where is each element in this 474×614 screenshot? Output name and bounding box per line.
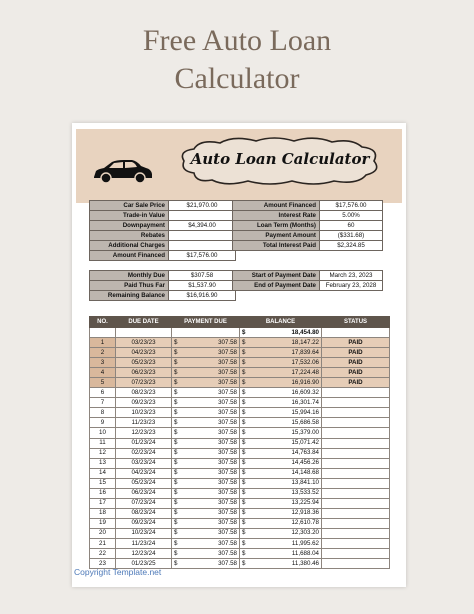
info-value: $17,576.00 (169, 251, 236, 261)
info-value (169, 211, 236, 221)
currency-symbol: $ (242, 479, 246, 487)
sheet-title: Auto Loan Calculator (190, 150, 370, 168)
status-badge (322, 388, 390, 398)
table-row (90, 418, 390, 428)
due-date: 06/23/23 (116, 368, 172, 378)
car-icon (90, 157, 154, 185)
info-value: $1,537.90 (169, 281, 236, 291)
currency-symbol: $ (174, 388, 178, 396)
balance: 12,303.20 (291, 529, 319, 537)
loan-summary-table (232, 200, 383, 251)
balance-cell (240, 559, 322, 569)
balance-cell (240, 398, 322, 408)
payment-due: 307.58 (218, 479, 237, 487)
info-label: Rebates (90, 231, 169, 241)
status-badge: PAID (322, 338, 390, 348)
currency-symbol: $ (242, 348, 246, 356)
info-label: Remaining Balance (90, 291, 169, 301)
table-row (90, 338, 390, 348)
payment-number: 21 (90, 538, 116, 548)
table-row (90, 458, 390, 468)
due-date: 06/23/24 (116, 488, 172, 498)
payment-number: 17 (90, 498, 116, 508)
payment-number: 4 (90, 368, 116, 378)
table-row (90, 438, 390, 448)
payment-due-cell (172, 498, 240, 508)
info-label: Paid Thus Far (90, 281, 169, 291)
balance: 13,225.94 (291, 499, 319, 507)
currency-symbol: $ (242, 529, 246, 537)
currency-symbol: $ (174, 529, 178, 537)
info-label: Car Sale Price (90, 201, 169, 211)
currency-symbol: $ (174, 348, 178, 356)
payment-number: 16 (90, 488, 116, 498)
balance-cell (240, 438, 322, 448)
currency-symbol: $ (242, 408, 246, 416)
info-value: $21,970.00 (169, 201, 236, 211)
balance-cell (240, 508, 322, 518)
table-row (90, 378, 390, 388)
currency-symbol: $ (174, 539, 178, 547)
table-row (90, 488, 390, 498)
info-row (90, 211, 236, 221)
header-payment-due: PAYMENT DUE (172, 317, 240, 328)
balance: 17,839.64 (291, 348, 319, 356)
payment-number: 8 (90, 408, 116, 418)
payment-due-cell (172, 358, 240, 368)
table-row (90, 428, 390, 438)
title-cloud (174, 135, 386, 189)
payment-due-cell (172, 428, 240, 438)
due-date: 08/23/24 (116, 508, 172, 518)
info-label: Loan Term (Months) (233, 221, 320, 231)
status-badge (322, 518, 390, 528)
currency-symbol: $ (174, 519, 178, 527)
payment-number: 12 (90, 448, 116, 458)
info-value: $16,916.90 (169, 291, 236, 301)
info-label: Payment Amount (233, 231, 320, 241)
due-date: 02/23/24 (116, 448, 172, 458)
balance: 11,380.46 (291, 559, 319, 567)
balance: 12,918.36 (291, 509, 319, 517)
balance-cell (240, 368, 322, 378)
currency-symbol: $ (242, 519, 246, 527)
payment-number: 11 (90, 438, 116, 448)
currency-symbol: $ (174, 358, 178, 366)
info-label: Downpayment (90, 221, 169, 231)
currency-symbol: $ (174, 559, 178, 567)
payment-due-cell (172, 508, 240, 518)
balance-cell (240, 358, 322, 368)
payment-number: 20 (90, 528, 116, 538)
balance: 17,224.48 (291, 368, 319, 376)
payment-number: 13 (90, 458, 116, 468)
payment-number: 2 (90, 348, 116, 358)
payment-due-cell (172, 448, 240, 458)
payment-number: 18 (90, 508, 116, 518)
payment-due: 307.58 (218, 509, 237, 517)
due-date: 07/23/23 (116, 378, 172, 388)
status-badge (322, 538, 390, 548)
info-label: Additional Charges (90, 241, 169, 251)
table-row (90, 508, 390, 518)
payment-dates-table (232, 270, 383, 291)
balance: 15,686.58 (291, 418, 319, 426)
currency-symbol: $ (174, 449, 178, 457)
balance-cell (240, 338, 322, 348)
status-badge (322, 418, 390, 428)
currency-symbol: $ (174, 469, 178, 477)
header-due-date: DUE DATE (116, 317, 172, 328)
payment-due: 307.58 (218, 398, 237, 406)
header-balance: BALANCE (240, 317, 322, 328)
balance: 13,533.52 (291, 489, 319, 497)
payment-due: 307.58 (218, 408, 237, 416)
info-row (90, 251, 236, 261)
payment-number: 6 (90, 388, 116, 398)
info-label: Monthly Due (90, 271, 169, 281)
info-value: 60 (320, 221, 383, 231)
payment-due-cell (172, 538, 240, 548)
balance: 15,071.42 (291, 439, 319, 447)
currency-symbol: $ (242, 459, 246, 467)
table-row (90, 549, 390, 559)
payment-due: 307.58 (218, 338, 237, 346)
currency-symbol: $ (242, 368, 246, 376)
due-date: 11/23/23 (116, 418, 172, 428)
starting-balance: 18,454.80 (291, 328, 319, 336)
currency-symbol: $ (174, 378, 178, 386)
payment-number: 5 (90, 378, 116, 388)
balance: 13,841.10 (291, 479, 319, 487)
due-date: 08/23/23 (116, 388, 172, 398)
info-row (90, 201, 236, 211)
table-row (90, 358, 390, 368)
balance: 18,147.22 (291, 338, 319, 346)
header-status: STATUS (322, 317, 390, 328)
payment-due: 307.58 (218, 519, 237, 527)
due-date: 09/23/24 (116, 518, 172, 528)
payment-due: 307.58 (218, 439, 237, 447)
currency-symbol: $ (174, 479, 178, 487)
table-row (90, 498, 390, 508)
payment-due: 307.58 (218, 358, 237, 366)
balance: 16,916.90 (291, 378, 319, 386)
payment-due: 307.58 (218, 489, 237, 497)
status-badge (322, 478, 390, 488)
payment-due-cell (172, 458, 240, 468)
info-value: $4,394.00 (169, 221, 236, 231)
table-row (90, 538, 390, 548)
payment-due-cell (172, 488, 240, 498)
balance-cell (240, 378, 322, 388)
payment-due-cell (172, 368, 240, 378)
balance-cell (240, 549, 322, 559)
info-row (90, 281, 236, 291)
page-title: Free Auto Loan Calculator (142, 24, 332, 95)
due-date: 01/23/24 (116, 438, 172, 448)
status-badge (322, 448, 390, 458)
balance: 15,994.16 (291, 408, 319, 416)
info-value (169, 231, 236, 241)
status-badge: PAID (322, 368, 390, 378)
currency-symbol: $ (174, 509, 178, 517)
balance-cell (240, 428, 322, 438)
info-value: $2,324.85 (320, 241, 383, 251)
status-badge: PAID (322, 358, 390, 368)
payment-due: 307.58 (218, 539, 237, 547)
status-badge (322, 458, 390, 468)
info-value: February 23, 2028 (320, 281, 383, 291)
table-row (90, 478, 390, 488)
payment-due: 307.58 (218, 418, 237, 426)
payment-due-cell (172, 348, 240, 358)
due-date: 10/23/23 (116, 408, 172, 418)
payment-due: 307.58 (218, 499, 237, 507)
currency-symbol: $ (242, 358, 246, 366)
payment-number: 9 (90, 418, 116, 428)
status-badge (322, 488, 390, 498)
due-date: 01/23/25 (116, 559, 172, 569)
balance-cell (240, 488, 322, 498)
table-row (90, 348, 390, 358)
payment-number: 19 (90, 518, 116, 528)
payment-due: 307.58 (218, 388, 237, 396)
info-value: $307.58 (169, 271, 236, 281)
info-row (90, 271, 236, 281)
due-date: 03/23/24 (116, 458, 172, 468)
currency-symbol: $ (174, 398, 178, 406)
table-row (90, 398, 390, 408)
payment-due-cell (172, 338, 240, 348)
currency-symbol: $ (242, 509, 246, 517)
currency-symbol: $ (174, 489, 178, 497)
balance-cell (240, 478, 322, 488)
balance: 17,532.06 (291, 358, 319, 366)
status-badge (322, 428, 390, 438)
balance-cell (240, 518, 322, 528)
currency-symbol: $ (242, 449, 246, 457)
balance-cell (240, 408, 322, 418)
table-row (90, 518, 390, 528)
currency-symbol: $ (174, 549, 178, 557)
balance: 11,688.04 (291, 549, 319, 557)
currency-symbol: $ (174, 428, 178, 436)
payment-due: 307.58 (218, 559, 237, 567)
table-row (90, 408, 390, 418)
due-date: 04/23/24 (116, 468, 172, 478)
currency-symbol: $ (174, 338, 178, 346)
currency-symbol: $ (242, 499, 246, 507)
due-date: 05/23/24 (116, 478, 172, 488)
due-date: 05/23/23 (116, 358, 172, 368)
balance-cell (240, 528, 322, 538)
payment-due-cell (172, 528, 240, 538)
due-date: 09/23/23 (116, 398, 172, 408)
payment-due-cell (172, 438, 240, 448)
currency-symbol: $ (174, 408, 178, 416)
info-row (233, 221, 383, 231)
table-row (90, 388, 390, 398)
currency-symbol: $ (174, 439, 178, 447)
calculator-sheet (72, 123, 406, 587)
payment-due-cell (172, 559, 240, 569)
payment-number: 14 (90, 468, 116, 478)
balance-cell (240, 458, 322, 468)
payment-due: 307.58 (218, 378, 237, 386)
table-row (90, 468, 390, 478)
currency-symbol: $ (242, 338, 246, 346)
payment-status-table (89, 270, 236, 301)
info-label: Interest Rate (233, 211, 320, 221)
info-value (169, 241, 236, 251)
currency-symbol: $ (174, 459, 178, 467)
payment-due: 307.58 (218, 428, 237, 436)
info-value: ($331.68) (320, 231, 383, 241)
status-badge (322, 438, 390, 448)
balance-cell (240, 388, 322, 398)
currency-symbol: $ (242, 439, 246, 447)
payment-due-cell (172, 468, 240, 478)
header-no: NO. (90, 317, 116, 328)
payment-due: 307.58 (218, 549, 237, 557)
info-row (233, 201, 383, 211)
currency-symbol: $ (242, 388, 246, 396)
balance: 16,609.32 (291, 388, 319, 396)
info-row (233, 271, 383, 281)
currency-symbol: $ (242, 418, 246, 426)
payment-number: 7 (90, 398, 116, 408)
info-row (90, 221, 236, 231)
info-label: Start of Payment Date (233, 271, 320, 281)
title-banner (76, 129, 402, 203)
payment-due-cell (172, 518, 240, 528)
currency-symbol: $ (242, 539, 246, 547)
payment-due-cell (172, 478, 240, 488)
status-badge (322, 559, 390, 569)
status-badge: PAID (322, 348, 390, 358)
payment-due-cell (172, 388, 240, 398)
balance: 16,301.74 (291, 398, 319, 406)
status-badge: PAID (322, 378, 390, 388)
info-label: Amount Financed (233, 201, 320, 211)
payment-due-cell (172, 408, 240, 418)
due-date: 07/23/24 (116, 498, 172, 508)
balance-cell (240, 418, 322, 428)
status-badge (322, 398, 390, 408)
info-row (233, 231, 383, 241)
balance: 15,379.00 (291, 428, 319, 436)
payment-due: 307.58 (218, 348, 237, 356)
info-value: 5.00% (320, 211, 383, 221)
info-row (90, 241, 236, 251)
balance: 12,610.78 (291, 519, 319, 527)
payment-due: 307.58 (218, 459, 237, 467)
payment-due: 307.58 (218, 449, 237, 457)
info-row (233, 281, 383, 291)
currency-symbol: $ (174, 368, 178, 376)
info-label: Amount Financed (90, 251, 169, 261)
balance-cell (240, 498, 322, 508)
payment-due-cell (172, 378, 240, 388)
currency-symbol: $ (174, 499, 178, 507)
currency-symbol: $ (242, 559, 246, 567)
currency-symbol: $ (242, 378, 246, 386)
due-date: 03/23/23 (116, 338, 172, 348)
loan-details-table (89, 200, 236, 261)
payment-number: 23 (90, 559, 116, 569)
payment-due: 307.58 (218, 368, 237, 376)
payment-number: 10 (90, 428, 116, 438)
currency-symbol: $ (242, 398, 246, 406)
status-badge (322, 498, 390, 508)
info-row (90, 231, 236, 241)
due-date: 12/23/23 (116, 428, 172, 438)
balance: 14,148.68 (291, 469, 319, 477)
due-date: 12/23/24 (116, 549, 172, 559)
payment-number: 15 (90, 478, 116, 488)
info-row (90, 291, 236, 301)
payment-due-cell (172, 549, 240, 559)
status-badge (322, 528, 390, 538)
balance: 11,995.62 (291, 539, 319, 547)
due-date: 04/23/23 (116, 348, 172, 358)
balance: 14,456.26 (291, 459, 319, 467)
info-row (233, 211, 383, 221)
copyright-link[interactable]: Copyright Template.net (74, 567, 162, 577)
info-label: Trade-in Value (90, 211, 169, 221)
due-date: 11/23/24 (116, 538, 172, 548)
status-badge (322, 549, 390, 559)
currency-symbol: $ (242, 549, 246, 557)
currency-symbol: $ (242, 469, 246, 477)
starting-balance-row: $ 18,454.80 (90, 328, 390, 338)
info-value: $17,576.00 (320, 201, 383, 211)
due-date: 10/23/24 (116, 528, 172, 538)
balance-cell (240, 468, 322, 478)
payment-due-cell (172, 418, 240, 428)
status-badge (322, 508, 390, 518)
table-row (90, 368, 390, 378)
balance: 14,763.84 (291, 449, 319, 457)
payment-due-cell (172, 398, 240, 408)
payment-due: 307.58 (218, 469, 237, 477)
status-badge (322, 408, 390, 418)
balance-cell (240, 538, 322, 548)
info-value: March 23, 2023 (320, 271, 383, 281)
payment-number: 1 (90, 338, 116, 348)
balance-cell (240, 348, 322, 358)
status-badge (322, 468, 390, 478)
currency-symbol: $ (242, 489, 246, 497)
balance-cell (240, 448, 322, 458)
payment-number: 3 (90, 358, 116, 368)
info-label: Total Interest Paid (233, 241, 320, 251)
payment-schedule-table (89, 316, 390, 569)
info-label: End of Payment Date (233, 281, 320, 291)
currency-symbol: $ (174, 418, 178, 426)
table-row (90, 528, 390, 538)
currency-symbol: $ (242, 428, 246, 436)
table-row (90, 448, 390, 458)
payment-due: 307.58 (218, 529, 237, 537)
payment-number: 22 (90, 549, 116, 559)
info-row (233, 241, 383, 251)
